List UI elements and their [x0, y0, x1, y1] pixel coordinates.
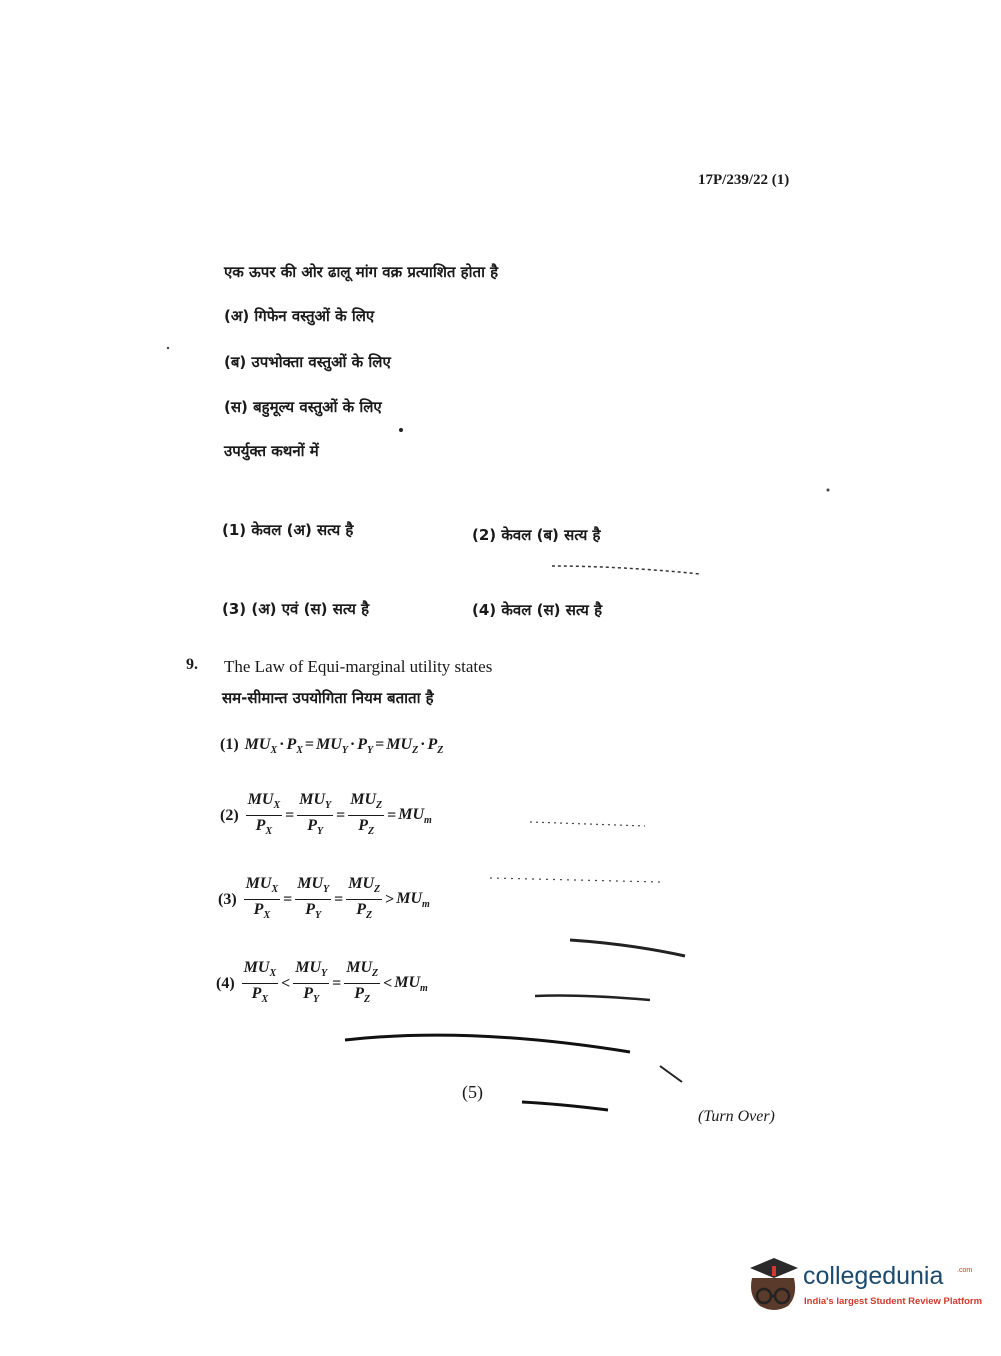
fraction-muz-pz: $\frac{MU_Z}{P_Z}$ — [348, 875, 381, 922]
brand-name: collegedunia — [803, 1262, 944, 1290]
pen-stroke — [535, 996, 650, 1001]
mu-x: MU — [244, 736, 271, 753]
eq-op: = — [336, 806, 346, 824]
sub-z: Z — [412, 745, 419, 757]
question-8-stem: एक ऊपर की ओर ढालू मांग वक्र प्रत्याशित होता है — [224, 263, 499, 281]
mu-m: $MU_m$ — [394, 973, 428, 994]
paper-code: 17P/239/22 (1) — [698, 172, 790, 188]
q8-statement-a: (अ) गिफेन वस्तुओं के लिए — [224, 307, 375, 325]
question-9-number: 9. — [186, 656, 198, 673]
scan-dot — [827, 489, 830, 492]
fraction-muy-py: $\frac{MU_Y}{P_Y}$ — [299, 791, 332, 838]
question-9-text-en: The Law of Equi-marginal utility states — [224, 657, 493, 676]
pen-stroke — [660, 1066, 682, 1082]
q8-lead: उपर्युक्त कथनों में — [224, 442, 319, 460]
page-number: (5) — [462, 1082, 483, 1102]
brand-suffix: .com — [957, 1267, 973, 1274]
dot-op: · — [420, 736, 426, 754]
sub-x: X — [270, 745, 278, 757]
q8-option-3: (3) (अ) एवं (स) सत्य है — [222, 600, 370, 618]
sub-py: Y — [367, 745, 374, 757]
mu-z: MU — [386, 736, 413, 753]
scan-stroke — [490, 878, 660, 882]
brand-tagline: India's largest Student Review Platform — [804, 1296, 983, 1307]
q8-statement-b: (ब) उपभोक्ता वस्तुओं के लिए — [224, 353, 391, 371]
sub-y: Y — [341, 745, 348, 757]
scan-dot — [167, 347, 169, 349]
sub-px: X — [296, 745, 303, 757]
dot-op: · — [349, 736, 356, 754]
pen-stroke — [345, 1035, 630, 1052]
p-x: P — [286, 736, 297, 753]
mu-m: $MU_m$ — [396, 889, 430, 910]
sub-pz: Z — [437, 745, 444, 757]
fraction-mux-px: $\frac{MU_X}{P_X}$ — [245, 875, 279, 922]
eq-op: = — [332, 974, 342, 992]
question-9-text-hi: सम-सीमान्त उपयोगिता नियम बताता है — [222, 689, 434, 707]
eq-op: = — [375, 736, 385, 754]
mu-y: MU — [316, 736, 342, 753]
fraction-muz-pz: $\frac{MU_Z}{P_Z}$ — [346, 959, 379, 1006]
gt-op: > — [385, 890, 395, 908]
mu-m: $MU_m$ — [398, 805, 432, 826]
fraction-mux-px: $\frac{MU_X}{P_X}$ — [243, 959, 277, 1006]
pen-stroke — [570, 940, 685, 956]
q9-option-1-number: (1) — [220, 736, 239, 753]
q8-option-4: (4) केवल (स) सत्य है — [472, 601, 603, 619]
q9-option-2-number: (2) — [220, 806, 239, 824]
eq-op: = — [285, 806, 295, 824]
q9-option-3-number: (3) — [218, 890, 237, 908]
scan-dot — [399, 428, 403, 432]
p-z: P — [427, 736, 438, 753]
pen-stroke — [522, 1102, 608, 1110]
fraction-muz-pz: $\frac{MU_Z}{P_Z}$ — [350, 791, 383, 838]
scan-stroke — [552, 566, 700, 574]
lt-op: < — [281, 974, 291, 992]
eq-op: = — [283, 890, 293, 908]
scan-stroke — [530, 822, 645, 826]
q9-option-4-number: (4) — [216, 974, 235, 992]
lt-op: < — [383, 974, 393, 992]
eq-op: = — [304, 736, 315, 754]
eq-op: = — [334, 890, 344, 908]
fraction-muy-py: $\frac{MU_Y}{P_Y}$ — [297, 875, 330, 922]
turn-over-label: (Turn Over) — [698, 1108, 775, 1125]
q8-option-2: (2) केवल (ब) सत्य है — [472, 526, 601, 544]
q8-option-1: (1) केवल (अ) सत्य है — [222, 521, 354, 539]
p-y: P — [357, 736, 368, 753]
dot-op: · — [279, 736, 285, 754]
fraction-muy-py: $\frac{MU_Y}{P_Y}$ — [295, 959, 328, 1006]
q8-statement-c: (स) बहुमूल्य वस्तुओं के लिए — [224, 398, 382, 416]
fraction-mux-px: $\frac{MU_X}{P_X}$ — [247, 791, 281, 838]
eq-op: = — [387, 806, 397, 824]
